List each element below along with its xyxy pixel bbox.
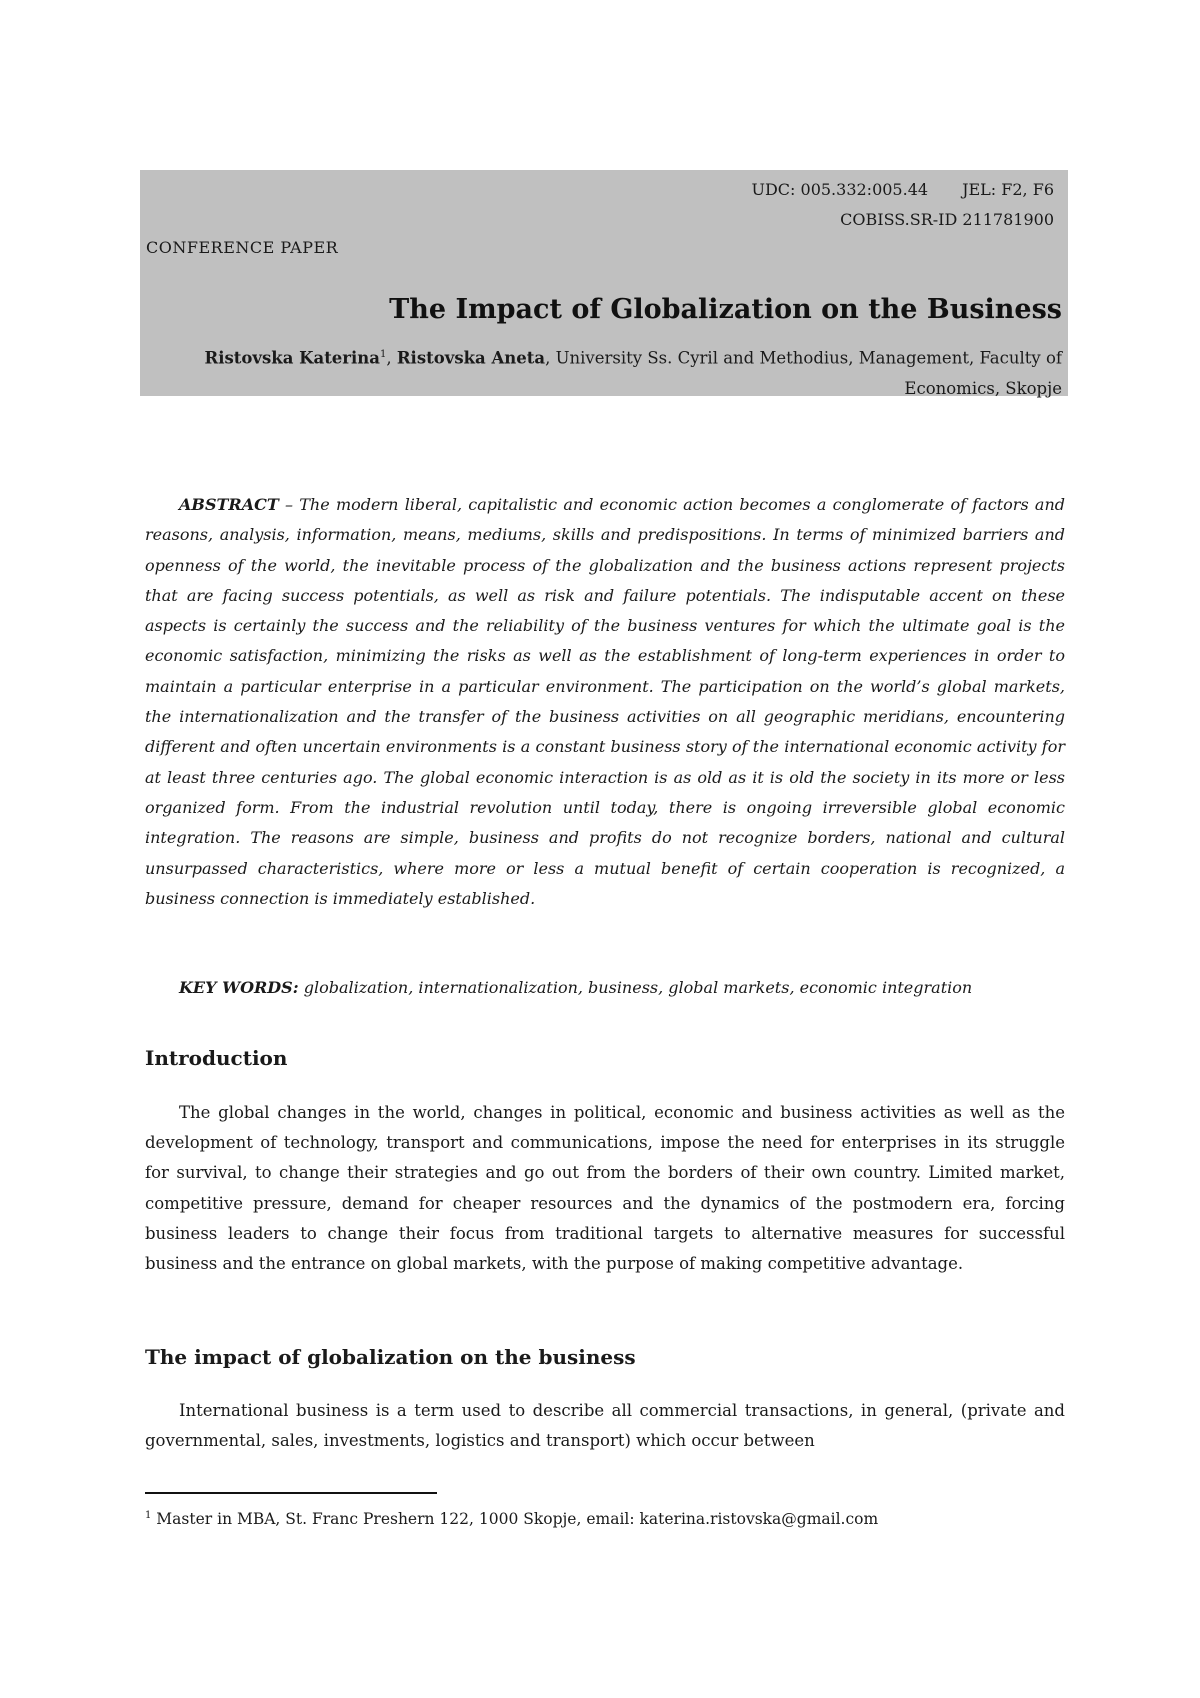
introduction-paragraph: The global changes in the world, changes in political, economic and business activities as well as the development of technology, transport and communications, impose the need for enterprises in its struggle for survival, to change their strategies and go out from the borders of their own country. Limited market, competitive pressure, demand for cheaper resources and the dynamics of the postmodern era, forcing business leaders to change their focus from traditional targets to alternative measures for successful business and the entrance on global markets, with the purpose of making competitive advantage. — [145, 1103, 1065, 1274]
cobiss-id: COBISS.SR-ID 211781900 — [840, 210, 1054, 229]
footnote — [145, 1510, 878, 1528]
classification-line — [751, 180, 1054, 199]
footnote-text: Master in MBA, St. Franc Preshern 122, 1000 Skopje, email: katerina.ristovska@gmail.com — [151, 1510, 879, 1529]
section-heading-impact: The impact of globalization on the business — [145, 1345, 636, 1369]
impact-paragraph: International business is a term used to describe all commercial transactions, in general, (private and governmental, sales, investments, logistics and transport) which occur between — [145, 1401, 1065, 1451]
author-line: Ristovska Katerina$^1$, Ristovska Aneta, University Ss. Cyril and Methodius, Management, Faculty of Economics, Skopje — [204, 348, 1062, 398]
jel-code: JEL: F2, F6 — [962, 180, 1054, 199]
abstract-label: ABSTRACT — [179, 495, 279, 514]
keywords-label: KEY WORDS: — [179, 978, 299, 997]
keywords-text: globalization, internationalization, business, global markets, economic integration — [298, 978, 973, 997]
footnote-ref: 1 — [379, 349, 387, 360]
keywords — [145, 978, 1065, 997]
section-heading-introduction: Introduction — [145, 1046, 288, 1070]
footnote-divider — [145, 1492, 437, 1494]
abstract — [145, 490, 1065, 914]
author-name-2: Ristovska Aneta — [396, 348, 546, 368]
affiliation: , University Ss. Cyril and Methodius, Management, Faculty of Economics, Skopje — [545, 348, 1062, 398]
paper-title: The Impact of Globalization on the Business — [389, 294, 1062, 325]
footnote-mark: 1 — [145, 1510, 152, 1521]
abstract-text: – The modern liberal, capitalistic and economic action becomes a conglomerate of factors and reasons, analysis, information, means, mediums, skills and predispositions. In terms of minimized barriers and openness of the world, the inevitable process of the globalization and the business actions represent projects that are facing success potentials, as well as risk and failure potentials. The indisputable accent on these aspects is certainly the success and the reliability of the business ventures for which the ultimate goal is the economic satisfaction, minimizing the risks as well as the establishment of long-term experiences in order to maintain a particular enterprise in a particular environment. The participation on the world’s global markets, the internationalization and the transfer of the business activities on all geographic meridians, encountering different and often uncertain environments is a constant business story of the international economic activity for at least three centuries ago. The global economic interaction is as old as it is old the society in its more or less organized form. From the industrial revolution until today, there is ongoing irreversible global economic integration. The reasons are simple, business and profits do not recognize borders, national and cultural unsurpassed characteristics, where more or less a mutual benefit of certain cooperation is recognized, a business connection is immediately established. — [145, 495, 1065, 908]
article-header — [140, 170, 1068, 396]
paper-type-label: CONFERENCE PAPER — [146, 238, 339, 257]
author-name-1: Ristovska Katerina — [204, 348, 380, 368]
udc-code: UDC: 005.332:005.44 — [751, 180, 929, 199]
